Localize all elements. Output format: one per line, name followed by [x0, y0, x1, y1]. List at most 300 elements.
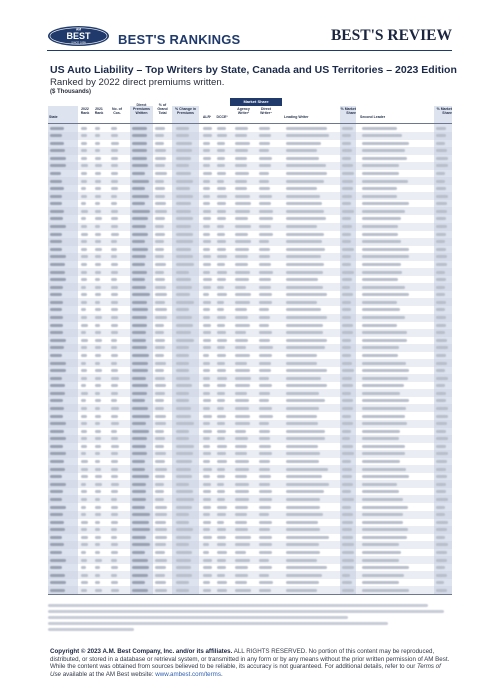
table-cell: [155, 430, 164, 433]
table-cell: [217, 536, 226, 539]
table-cell: [342, 506, 351, 509]
table-cell: [203, 392, 210, 395]
table-cell: [217, 543, 226, 546]
table-cell: [217, 384, 226, 387]
table-cell: [176, 452, 193, 455]
table-cell: [286, 233, 324, 236]
table-cell: [81, 286, 86, 289]
table-cell: [362, 369, 409, 372]
table-cell: [286, 452, 320, 455]
footnote-line: [48, 622, 388, 625]
table-cell: [111, 248, 117, 251]
table-cell: [176, 498, 194, 501]
table-cell: [342, 354, 351, 357]
table-cell: [286, 437, 325, 440]
table-cell: [286, 543, 319, 546]
table-cell: [259, 362, 271, 365]
table-cell: [259, 384, 272, 387]
table-cell: [286, 445, 318, 448]
table-cell: [217, 187, 226, 190]
table-cell: [155, 346, 165, 349]
copyright-tail: available at the AM Best website:: [61, 670, 156, 678]
table-cell: [362, 346, 399, 349]
table-cell: [286, 346, 325, 349]
table-cell: [111, 293, 118, 296]
table-cell: [362, 339, 407, 342]
table-cell: [342, 233, 351, 236]
table-cell: [362, 566, 409, 569]
table-cell: [217, 127, 226, 130]
table-cell: [259, 566, 272, 569]
table-cell: [362, 445, 405, 448]
table-cell: [81, 339, 88, 342]
table-cell: [342, 301, 351, 304]
table-cell: [286, 180, 324, 183]
table-cell: [436, 551, 447, 554]
table-cell: [132, 445, 146, 448]
table-cell: [217, 172, 226, 175]
table-cell: [235, 399, 249, 402]
table-cell: [362, 490, 399, 493]
table-cell: [203, 248, 210, 251]
logo-main-text: BEST: [66, 31, 91, 41]
table-cell: [50, 506, 66, 509]
table-cell: [259, 210, 273, 213]
table-cell: [436, 452, 448, 455]
table-cell: [342, 286, 350, 289]
table-cell: [217, 142, 225, 145]
table-cell: [362, 286, 405, 289]
table-cell: [259, 157, 272, 160]
table-cell: [436, 195, 448, 198]
table-cell: [50, 452, 66, 455]
col-pct-change-line2: Premiums: [177, 111, 194, 115]
table-cell: [155, 581, 166, 584]
am-best-logo: [47, 25, 110, 47]
table-cell: [50, 293, 62, 296]
table-cell: [176, 384, 192, 387]
table-cell: [95, 528, 100, 531]
table-cell: [217, 430, 226, 433]
table-cell: [342, 172, 354, 175]
table-cell: [176, 164, 189, 167]
table-cell: [50, 475, 62, 478]
table-cell: [50, 195, 62, 198]
magazine-title: BEST'S REVIEW: [330, 27, 452, 44]
table-cell: [132, 240, 145, 243]
copyright-lead: Copyright © 2023 A.M. Best Company, Inc. and/or its affiliates.: [50, 648, 233, 655]
table-cell: [203, 217, 211, 220]
col-leading-writer: Leading Writer: [284, 115, 309, 119]
table-cell: [342, 134, 351, 137]
table-cell: [50, 437, 66, 440]
table-cell: [203, 202, 210, 205]
table-cell: [81, 551, 86, 554]
table-cell: [362, 293, 409, 296]
table-cell: [132, 506, 145, 509]
table-cell: [235, 415, 250, 418]
table-cell: [203, 293, 209, 296]
table-cell: [342, 293, 353, 296]
table-cell: [362, 202, 409, 205]
col-rank-2021-line2: Rank: [94, 111, 104, 115]
table-cell: [50, 187, 64, 190]
table-cell: [286, 415, 317, 418]
table-cell: [362, 134, 402, 137]
table-cell: [342, 422, 353, 425]
terms-of-use-link[interactable]: Terms of Use: [50, 663, 441, 678]
table-cell: [111, 149, 118, 152]
table-cell: [203, 445, 210, 448]
table-cell: [95, 316, 102, 319]
table-cell: [111, 399, 117, 402]
table-cell: [203, 286, 211, 289]
table-cell: [50, 566, 62, 569]
table-cell: [111, 407, 119, 410]
table-cell: [259, 551, 272, 554]
table-cell: [132, 581, 145, 584]
table-cell: [436, 157, 448, 160]
table-cell: [362, 392, 400, 395]
table-cell: [111, 195, 117, 198]
market-share-group-header: Market Share: [230, 98, 282, 106]
table-cell: [286, 559, 317, 562]
table-cell: [259, 195, 272, 198]
table-cell: [132, 331, 146, 334]
table-cell: [203, 521, 211, 524]
table-cell: [176, 551, 192, 554]
table-cell: [132, 248, 148, 251]
table-cell: [111, 286, 118, 289]
table-cell: [95, 377, 101, 380]
table-cell: [111, 452, 118, 455]
table-cell: [176, 202, 191, 205]
table-cell: [81, 248, 87, 251]
table-cell: [342, 377, 352, 380]
table-cell: [81, 498, 87, 501]
table-cell: [203, 490, 211, 493]
table-cell: [132, 437, 147, 440]
table-cell: [217, 460, 227, 463]
table-cell: [203, 331, 211, 334]
table-cell: [111, 263, 118, 266]
table-cell: [176, 399, 189, 402]
table-cell: [286, 354, 317, 357]
table-cell: [286, 589, 317, 592]
table-bottom-rule: [48, 594, 452, 595]
table-cell: [362, 589, 409, 592]
table-cell: [81, 217, 86, 220]
table-cell: [259, 202, 271, 205]
table-cell: [132, 217, 148, 220]
table-cell: [155, 377, 165, 380]
table-cell: [95, 498, 100, 501]
table-cell: [176, 308, 189, 311]
table-cell: [95, 255, 101, 258]
table-cell: [342, 452, 354, 455]
table-cell: [50, 324, 63, 327]
table-cell: [50, 369, 66, 372]
col-num-cos: [106, 107, 128, 115]
table-cell: [436, 301, 446, 304]
table-cell: [81, 369, 87, 372]
table-cell: [342, 346, 351, 349]
table-cell: [259, 506, 271, 509]
table-cell: [81, 589, 87, 592]
table-cell: [259, 134, 271, 137]
table-cell: [176, 240, 193, 243]
table-cell: [155, 399, 164, 402]
table-cell: [362, 559, 399, 562]
table-cell: [50, 392, 65, 395]
table-cell: [176, 589, 189, 592]
table-cell: [111, 180, 118, 183]
table-cell: [342, 225, 352, 228]
table-cell: [155, 157, 166, 160]
table-cell: [176, 248, 191, 251]
table-cell: [111, 331, 118, 334]
table-cell: [362, 452, 405, 455]
table-cell: [217, 559, 226, 562]
table-cell: [203, 324, 211, 327]
table-cell: [95, 195, 101, 198]
table-cell: [286, 157, 319, 160]
terms-url-link[interactable]: www.ambest.com/terms: [155, 670, 221, 678]
table-cell: [132, 149, 147, 152]
table-cell: [111, 301, 118, 304]
table-cell: [436, 293, 445, 296]
table-cell: [155, 293, 167, 296]
table-cell: [235, 498, 249, 501]
table-cell: [235, 195, 250, 198]
table-cell: [362, 240, 401, 243]
table-cell: [81, 301, 87, 304]
table-cell: [95, 217, 102, 220]
table-cell: [81, 460, 88, 463]
table-cell: [95, 293, 101, 296]
table-cell: [176, 346, 189, 349]
table-cell: [81, 354, 87, 357]
table-cell: [217, 506, 227, 509]
table-cell: [132, 559, 148, 562]
table-cell: [235, 475, 247, 478]
table-cell: [81, 233, 88, 236]
table-cell: [436, 384, 445, 387]
table-cell: [132, 377, 146, 380]
table-cell: [111, 362, 117, 365]
table-cell: [155, 210, 167, 213]
table-cell: [235, 574, 248, 577]
table-cell: [111, 164, 118, 167]
table-cell: [81, 430, 87, 433]
table-cell: [132, 187, 145, 190]
table-cell: [176, 506, 192, 509]
col-agency-writer: [230, 107, 257, 115]
table-cell: [436, 422, 447, 425]
table-cell: [50, 180, 62, 183]
table-cell: [95, 172, 101, 175]
table-cell: [132, 308, 148, 311]
table-cell: [259, 445, 271, 448]
table-cell: [176, 354, 189, 357]
rankings-table: [48, 98, 452, 596]
table-cell: [362, 217, 401, 220]
table-cell: [50, 202, 62, 205]
table-cell: [286, 149, 317, 152]
table-cell: [155, 589, 167, 592]
footnote-line: [48, 628, 134, 631]
table-cell: [362, 460, 400, 463]
table-cell: [95, 354, 101, 357]
table-cell: [95, 324, 100, 327]
col-rank-2021-line1: 2021: [95, 107, 103, 111]
table-cell: [176, 339, 194, 342]
table-cell: [217, 293, 227, 296]
table-cell: [132, 157, 147, 160]
table-cell: [50, 377, 62, 380]
table-cell: [342, 248, 354, 251]
table-cell: [286, 399, 325, 402]
table-cell: [111, 172, 118, 175]
table-cell: [81, 574, 88, 577]
table-cell: [436, 278, 446, 281]
table-cell: [235, 392, 247, 395]
table-cell: [362, 422, 407, 425]
table-cell: [111, 339, 117, 342]
table-cell: [235, 210, 250, 213]
table-cell: [95, 513, 101, 516]
table-cell: [203, 157, 211, 160]
col-pct-ms-2-line2: Share: [442, 111, 452, 115]
table-cell: [217, 134, 227, 137]
table-cell: [259, 127, 270, 130]
table-cell: [176, 559, 191, 562]
footnotes: [48, 602, 452, 640]
table-cell: [217, 422, 225, 425]
table-cell: [95, 263, 101, 266]
table-cell: [436, 240, 445, 243]
table-cell: [286, 134, 329, 137]
table-cell: [50, 157, 66, 160]
table-cell: [203, 513, 210, 516]
col-pct-ms-1-line1: % Market: [340, 107, 356, 111]
table-cell: [155, 543, 166, 546]
table-cell: [132, 301, 147, 304]
table-cell: [259, 308, 269, 311]
table-cell: [342, 559, 354, 562]
table-cell: [95, 483, 102, 486]
table-cell: [132, 475, 149, 478]
table-cell: [155, 483, 164, 486]
col-rank-2022-line1: 2022: [81, 107, 89, 111]
table-cell: [132, 468, 145, 471]
table-cell: [203, 430, 212, 433]
table-cell: [50, 399, 63, 402]
table-cell: [235, 331, 246, 334]
table-cell: [235, 308, 247, 311]
table-cell: [342, 187, 353, 190]
table-cell: [259, 513, 269, 516]
table-cell: [235, 483, 249, 486]
table-cell: [176, 286, 192, 289]
table-cell: [203, 308, 210, 311]
table-cell: [111, 536, 117, 539]
table-cell: [81, 445, 87, 448]
table-cell: [50, 384, 65, 387]
table-cell: [111, 445, 119, 448]
table-cell: [436, 127, 446, 130]
table-cell: [342, 331, 353, 334]
table-cell: [342, 490, 351, 493]
table-cell: [111, 483, 119, 486]
table-cell: [436, 369, 445, 372]
table-cell: [235, 134, 247, 137]
table-cell: [259, 574, 269, 577]
table-cell: [286, 475, 322, 478]
table-cell: [259, 422, 269, 425]
table-cell: [176, 278, 191, 281]
table-cell: [362, 301, 397, 304]
table-cell: [362, 551, 401, 554]
table-cell: [286, 430, 325, 433]
col-direct-writer-line2: Writer⁴: [260, 111, 272, 115]
table-cell: [50, 551, 62, 554]
table-cell: [155, 225, 164, 228]
table-cell: [132, 490, 146, 493]
table-cell: [155, 452, 166, 455]
table-cell: [217, 157, 225, 160]
table-cell: [342, 589, 354, 592]
table-cell: [342, 255, 351, 258]
table-cell: [155, 369, 164, 372]
table-cell: [132, 316, 147, 319]
table-cell: [286, 324, 323, 327]
table-cell: [95, 157, 101, 160]
table-cell: [176, 316, 192, 319]
table-cell: [111, 559, 117, 562]
table-cell: [286, 172, 327, 175]
table-cell: [176, 536, 191, 539]
table-cell: [342, 362, 352, 365]
table-cell: [436, 142, 445, 145]
table-cell: [176, 217, 193, 220]
table-cell: [362, 528, 408, 531]
table-cell: [176, 483, 189, 486]
table-cell: [95, 437, 101, 440]
table-cell: [95, 589, 102, 592]
table-cell: [95, 407, 100, 410]
table-cell: [50, 172, 61, 175]
table-cell: [203, 134, 212, 137]
table-cell: [111, 574, 117, 577]
page-header: [0, 0, 500, 56]
table-cell: [81, 195, 87, 198]
table-cell: [342, 217, 351, 220]
table-cell: [342, 536, 353, 539]
col-pct-ms-2-line1: % Market: [436, 107, 452, 111]
table-cell: [111, 233, 119, 236]
table-cell: [203, 452, 211, 455]
table-cell: [50, 543, 64, 546]
table-cell: [155, 180, 164, 183]
table-cell: [362, 149, 405, 152]
table-cell: [436, 581, 444, 584]
table-cell: [176, 392, 189, 395]
table-cell: [111, 415, 118, 418]
table-cell: [95, 452, 100, 455]
table-cell: [217, 210, 226, 213]
table-cell: [81, 483, 86, 486]
